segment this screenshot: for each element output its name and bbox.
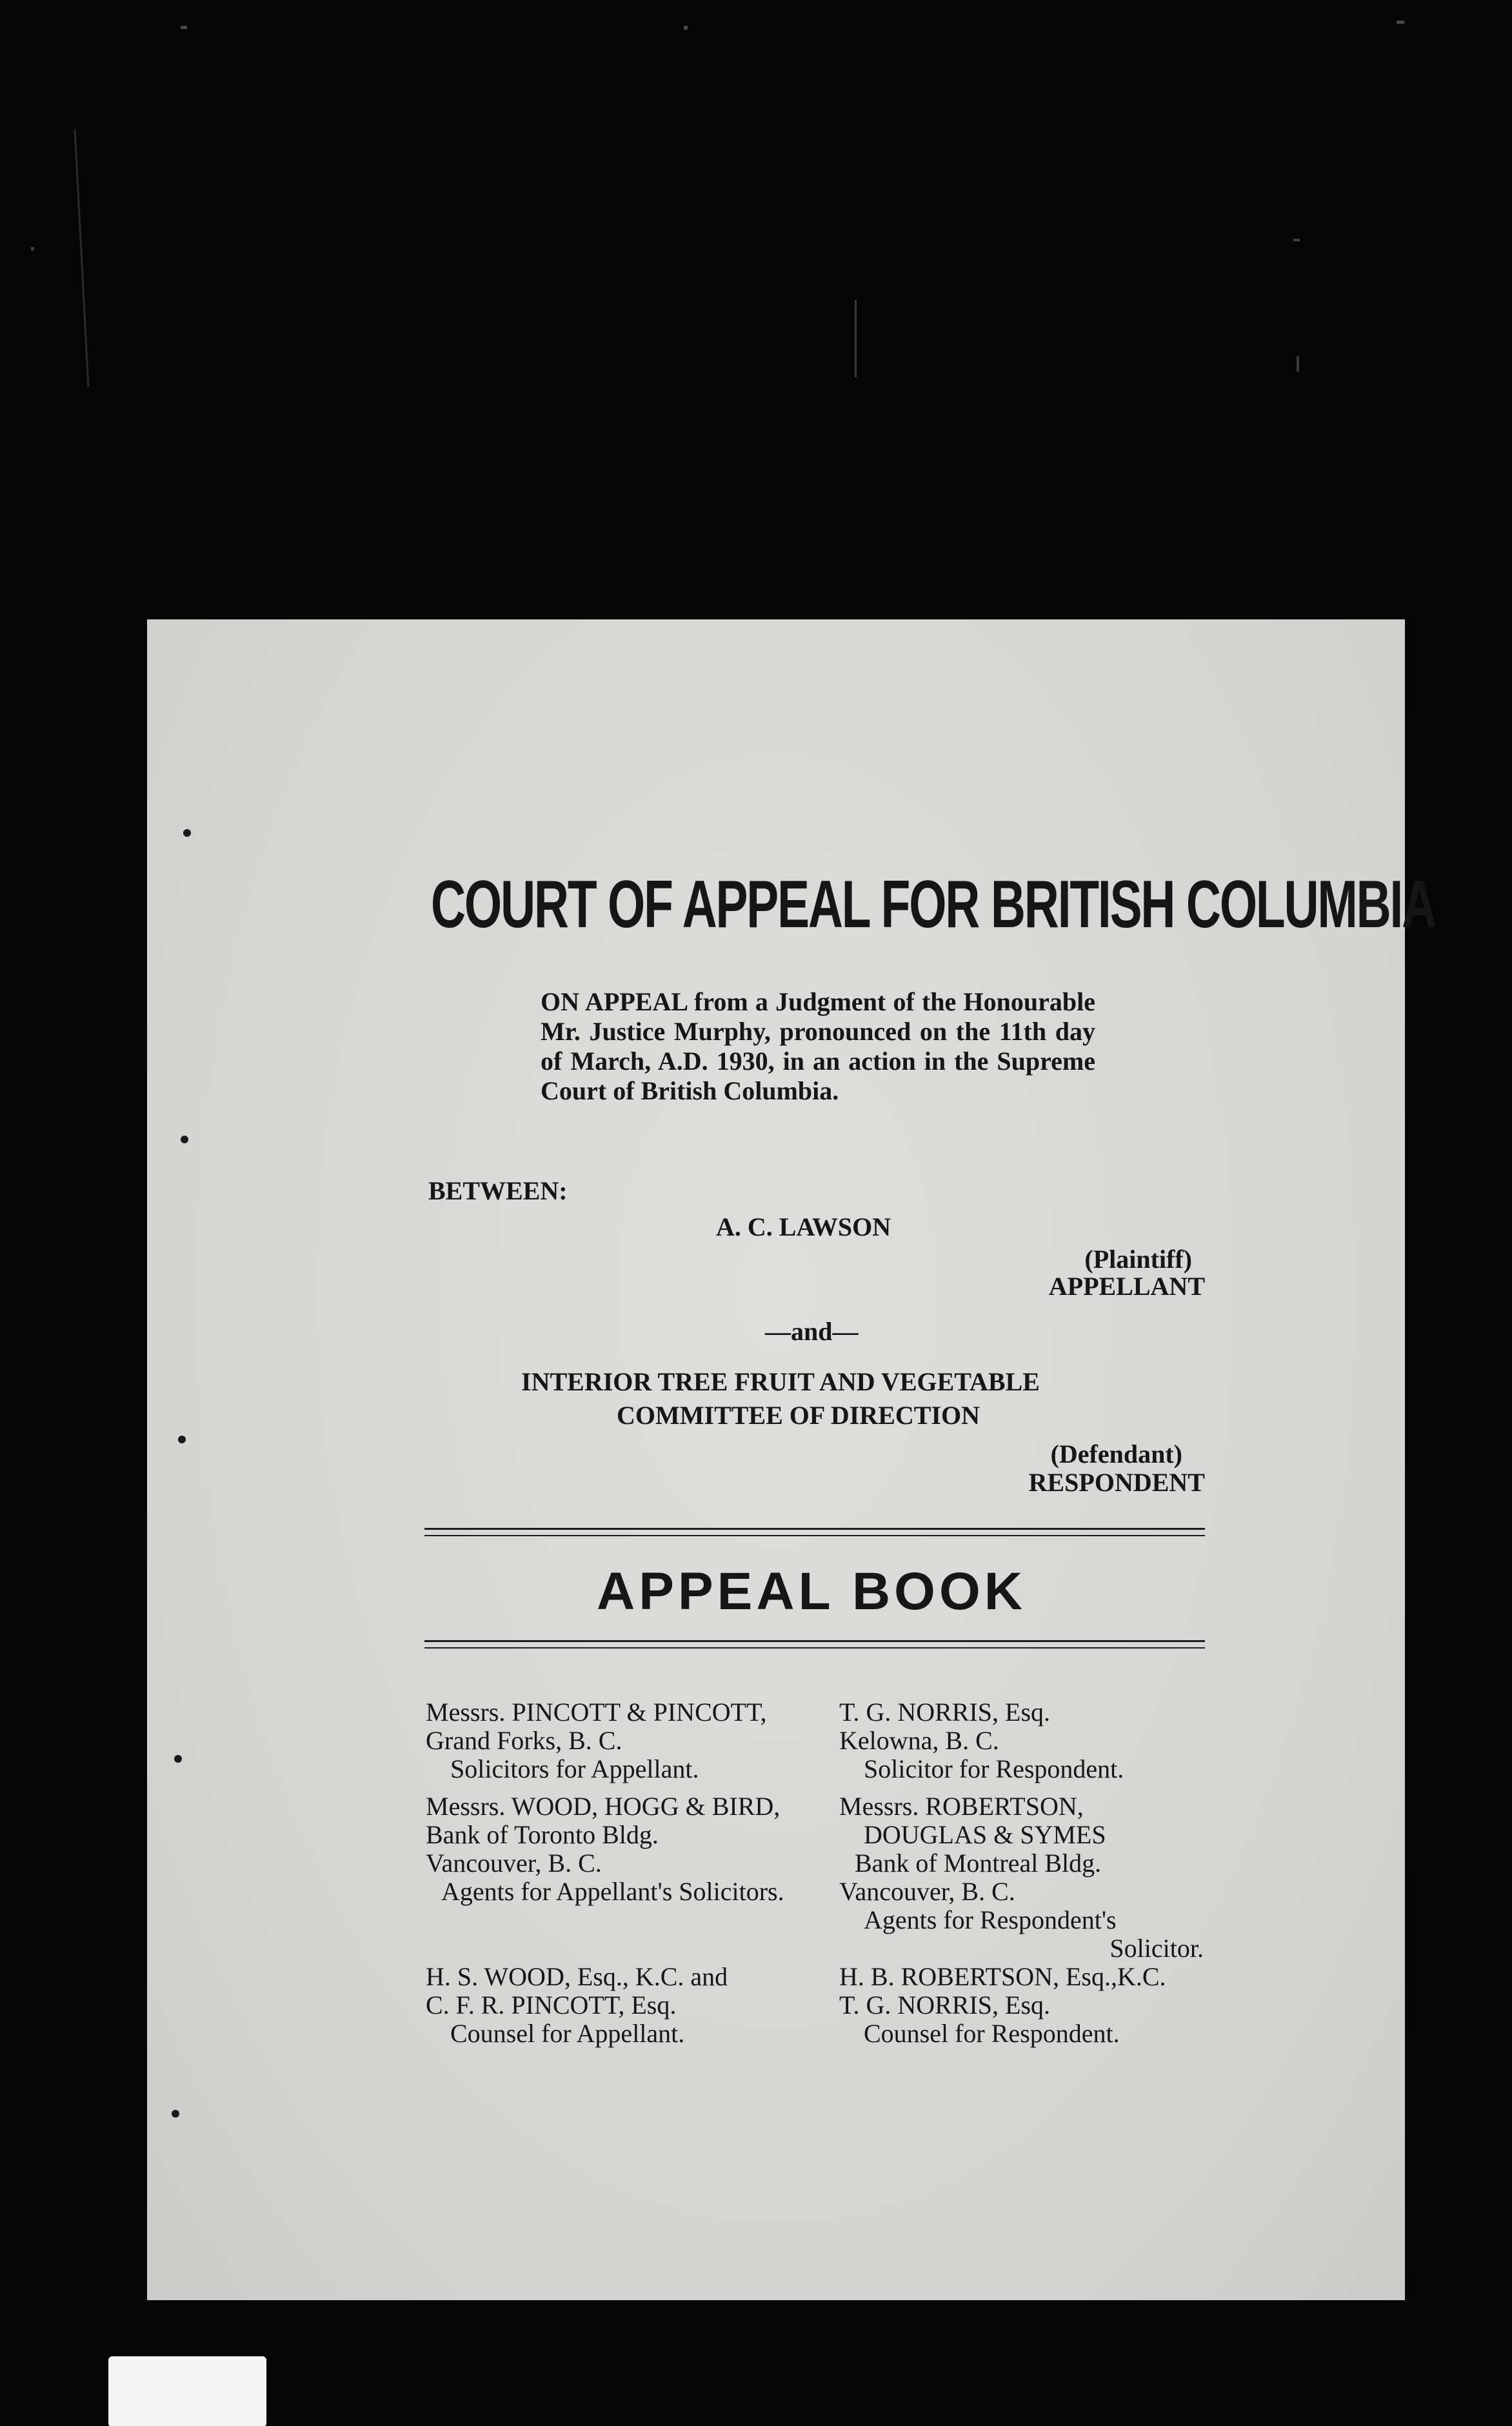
appellant-agents-block: [426, 1792, 784, 1906]
binding-mark: [174, 1755, 182, 1763]
respondent-agents-address2: Vancouver, B. C.: [839, 1877, 1015, 1906]
respondent-counsel-line2: T. G. NORRIS, Esq.: [839, 1990, 1051, 2020]
respondent-solicitors-address: Kelowna, B. C.: [839, 1726, 999, 1755]
film-speck: [181, 26, 187, 29]
binding-mark: [172, 2110, 179, 2118]
binding-mark: [183, 829, 191, 837]
appellant-counsel-line1: H. S. WOOD, Esq., K.C. and: [426, 1962, 728, 1991]
respondent-name-line2: COMMITTEE OF DIRECTION: [617, 1401, 980, 1430]
binding-mark: [178, 1436, 186, 1443]
document-page: [147, 619, 1436, 2300]
film-speck: [1297, 356, 1299, 372]
appellant-appeal-role: APPELLANT: [1048, 1272, 1205, 1301]
bottom-double-rule: [424, 1640, 1205, 1649]
and-separator: —and—: [765, 1317, 859, 1346]
film-speck: [31, 247, 34, 250]
respondent-name-line1: INTERIOR TREE FRUIT AND VEGETABLE: [521, 1367, 1040, 1396]
respondent-counsel-block: [839, 1963, 1166, 2048]
appellant-counsel-line2: C. F. R. PINCOTT, Esq.: [426, 1990, 677, 2020]
film-speck: [1293, 239, 1300, 241]
film-speck: [855, 300, 857, 377]
film-label-tab: [108, 2356, 266, 2426]
appellant-agents-address2: Vancouver, B. C.: [426, 1849, 602, 1878]
respondent-solicitors-firm: T. G. NORRIS, Esq.: [839, 1698, 1051, 1727]
appeal-book-title: APPEAL BOOK: [597, 1562, 1026, 1621]
appellant-solicitors-firm: Messrs. PINCOTT & PINCOTT,: [426, 1698, 767, 1727]
respondent-solicitors-block: [839, 1698, 1124, 1783]
appellant-name: A. C. LAWSON: [716, 1212, 891, 1241]
appellant-agents-role: Agents for Appellant's Solicitors.: [441, 1877, 784, 1906]
appeal-statement: ON APPEAL from a Judgment of the Honourable Mr. Justice Murphy, pronounced on the 11th day of March, A.D. 1930, in an action in the Supreme Court of British Columbia.: [541, 987, 1095, 1105]
between-label: BETWEEN:: [428, 1176, 568, 1205]
binding-mark: [181, 1136, 188, 1143]
appellant-counsel-role: Counsel for Appellant.: [450, 2019, 685, 2048]
court-title: COURT OF APPEAL FOR BRITISH COLUMBIA: [431, 867, 1436, 942]
respondent-agents-firm-line2: DOUGLAS & SYMES: [864, 1820, 1106, 1849]
respondent-counsel-role: Counsel for Respondent.: [864, 2019, 1120, 2048]
appellant-agents-firm: Messrs. WOOD, HOGG & BIRD,: [426, 1792, 781, 1821]
respondent-agents-role-line1: Agents for Respondent's: [864, 1905, 1117, 1934]
top-double-rule: [424, 1528, 1205, 1536]
film-speck: [684, 26, 688, 30]
respondent-appeal-role: RESPONDENT: [1028, 1468, 1205, 1497]
appellant-counsel-block: [426, 1963, 728, 2048]
respondent-agents-block: [839, 1792, 1204, 1963]
appellant-solicitors-address: Grand Forks, B. C.: [426, 1726, 622, 1755]
appellant-solicitors-block: [426, 1698, 767, 1783]
appellant-agents-address1: Bank of Toronto Bldg.: [426, 1820, 659, 1849]
appellant-trial-role: (Plaintiff): [1084, 1245, 1192, 1274]
respondent-agents-role-line2: Solicitor.: [1109, 1934, 1204, 1963]
film-speck: [1397, 21, 1404, 24]
appellant-solicitors-role: Solicitors for Appellant.: [450, 1754, 699, 1783]
film-speck: [74, 129, 90, 387]
respondent-trial-role: (Defendant): [1050, 1439, 1182, 1469]
respondent-solicitors-role: Solicitor for Respondent.: [864, 1754, 1124, 1783]
respondent-agents-address1: Bank of Montreal Bldg.: [855, 1849, 1102, 1878]
respondent-counsel-line1: H. B. ROBERTSON, Esq.,K.C.: [839, 1962, 1166, 1991]
respondent-agents-firm-line1: Messrs. ROBERTSON,: [839, 1792, 1084, 1821]
